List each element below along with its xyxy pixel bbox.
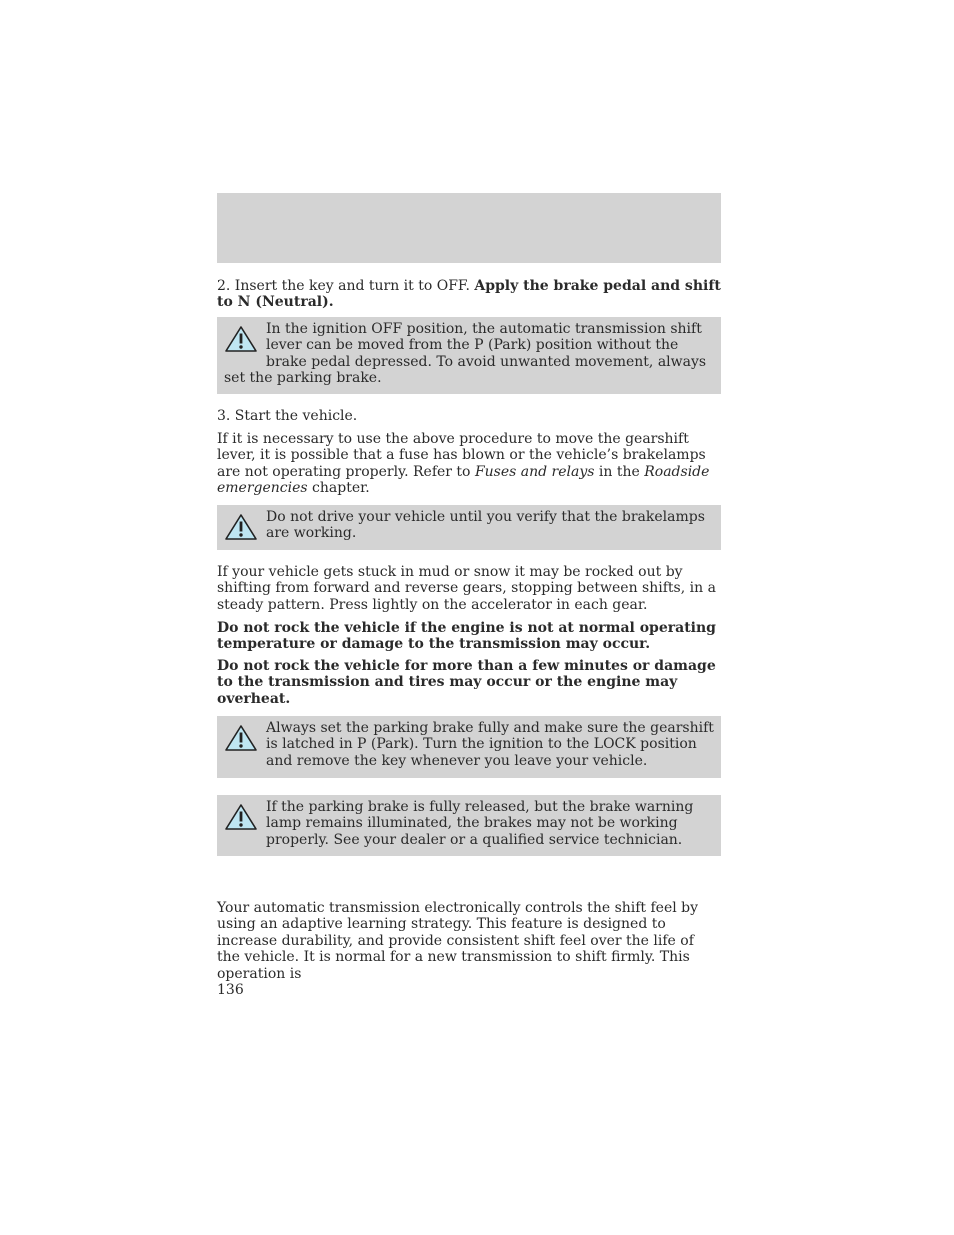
warning-text: Always set the parking brake fully and make sure the gearshift is latched in P (Park). Turn the ignition to the LOCK position and remove the key whenever you leave your vehicle.: [266, 720, 714, 769]
fuse-text-1: If it is necessary to use the above procedure to move the gearshift lever, it is possible that a fuse has blown or the vehicle’s brakelamps are not operating properly. Refer to: [217, 431, 706, 480]
fuse-text-2: in the: [594, 463, 645, 480]
warning-box-parking-brake: [217, 716, 721, 778]
bold-warning-duration: [217, 658, 721, 707]
fuse-ref-roadside-emergencies: Roadside emergencies: [217, 463, 710, 497]
warning-text: If the parking brake is fully released, but the brake warning lamp remains illuminated, the brakes may not be working properly. See your dealer or a qualified service technician.: [266, 799, 694, 848]
warning-triangle-icon: [224, 513, 260, 543]
step-3-paragraph: [217, 408, 721, 424]
page-number: 136: [217, 982, 244, 998]
rock-paragraph: [217, 564, 721, 613]
step-2-paragraph: [217, 278, 721, 311]
warning-triangle-icon: [224, 325, 260, 355]
fuse-text-3: chapter.: [307, 480, 370, 497]
warning-box-brake-lamp: [217, 795, 721, 856]
adaptive-paragraph: [217, 900, 721, 982]
step-2-bold-text: Apply the brake pedal and shift to N (Neutral).: [217, 278, 721, 311]
bold-warning-temperature-text: Do not rock the vehicle if the engine is not at normal operating temperature or damage to the transmission may occur.: [217, 620, 716, 653]
fuse-ref-fuses-and-relays: Fuses and relays: [474, 463, 595, 480]
step-3-text: 3. Start the vehicle.: [217, 408, 358, 424]
warning-text: In the ignition OFF position, the automatic transmission shift lever can be moved from the P (Park) position without the brake pedal depressed. To avoid unwanted movement, always set the parking brake.: [224, 321, 707, 387]
bold-warning-duration-text: Do not rock the vehicle for more than a few minutes or damage to the transmission and tires may occur or the engine may overheat.: [217, 658, 716, 707]
warning-box-ignition-off: [217, 317, 721, 394]
rock-text: If your vehicle gets stuck in mud or snow it may be rocked out by shifting from forward and reverse gears, stopping between shifts, in a steady pattern. Press lightly on the accelerator in each gear.: [217, 564, 716, 613]
warning-triangle-icon: [224, 724, 260, 754]
adaptive-text: Your automatic transmission electronically controls the shift feel by using an adaptive learning strategy. This feature is designed to increase durability, and provide consistent shift feel over the life of the vehicle. It is normal for a new transmission to shift firmly. This operation is: [217, 900, 699, 982]
bold-warning-temperature: [217, 620, 721, 653]
warning-box-brakelamps: [217, 505, 721, 550]
warning-triangle-icon: [224, 803, 260, 833]
fuse-paragraph: [217, 431, 721, 497]
warning-text: Do not drive your vehicle until you verify that the brakelamps are working.: [266, 509, 705, 542]
step-2-text: 2. Insert the key and turn it to OFF.: [217, 278, 475, 294]
header-band: [217, 193, 721, 263]
